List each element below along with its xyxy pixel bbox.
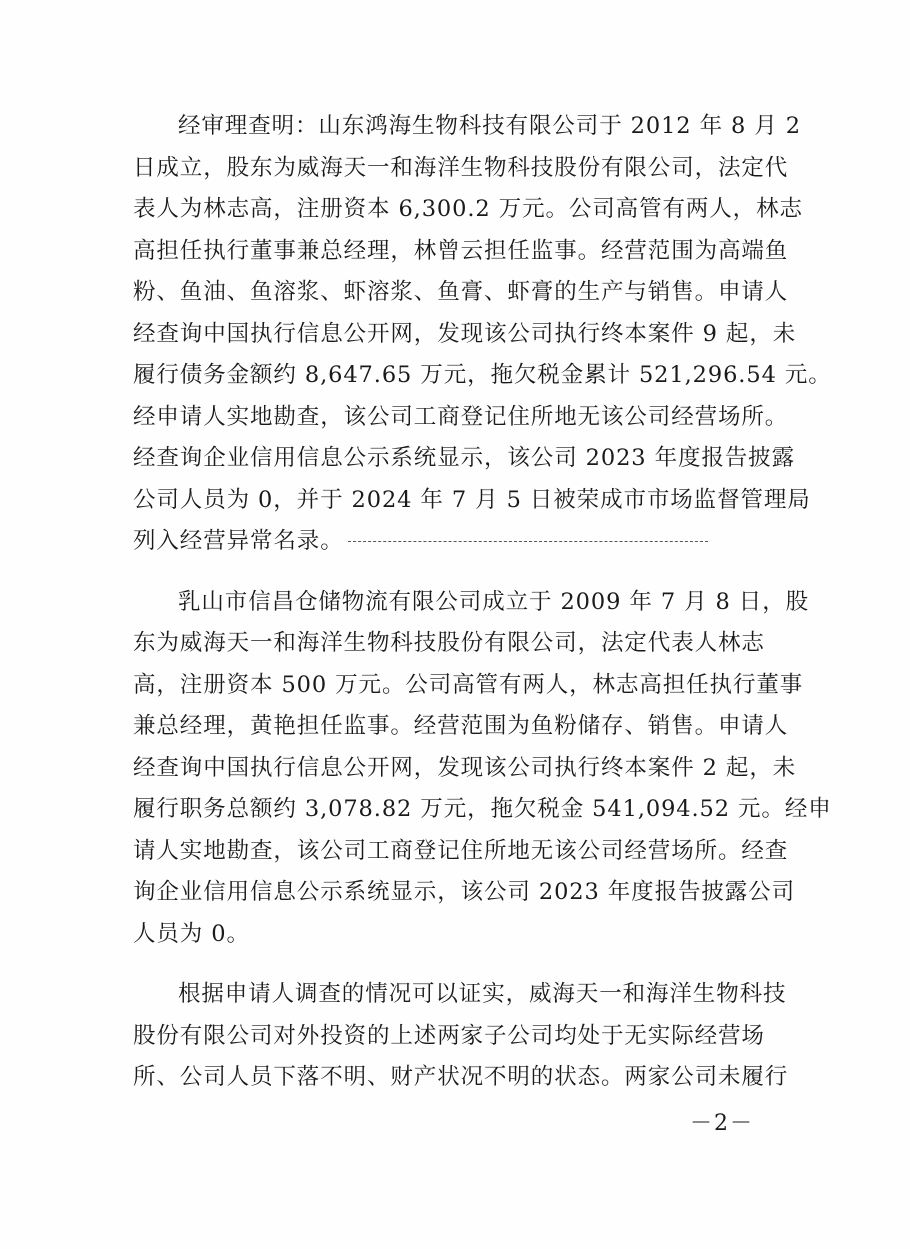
- text-line: 所、公司人员下落不明、财产状况不明的状态。两家公司未履行: [133, 1064, 789, 1090]
- text-line: 高，注册资本 500 万元。公司高管有两人，林志高担任执行董事: [133, 671, 804, 698]
- paragraph-gap: [133, 955, 781, 974]
- paragraph-3: [133, 974, 789, 1099]
- text-line: 表人为林志高，注册资本 6,300.2 万元。公司高管有两人，林志: [133, 196, 803, 222]
- text-line: 请人实地勘查，该公司工商登记住所地无该公司经营场所。经查: [133, 837, 789, 864]
- text-line: 公司人员为 0，并于 2024 年 7 月 5 日被荣成市市场监督管理局: [133, 486, 811, 513]
- fill-line-mark: [348, 541, 708, 543]
- text-line: 履行债务金额约 8,647.65 万元，拖欠税金累计 521,296.54 元。: [133, 362, 832, 388]
- text-line: 经审理查明：山东鸿海生物科技有限公司于 2012 年 8 月 2: [178, 113, 801, 139]
- text-line: 经查询中国执行信息公开网，发现该公司执行终本案件 9 起，未: [133, 320, 797, 347]
- text-line: 根据申请人调查的情况可以证实，威海天一和海洋生物科技: [178, 981, 787, 1007]
- paragraph-1: [133, 106, 832, 563]
- document-body: [133, 106, 832, 1099]
- text-line: 经申请人实地勘查，该公司工商登记住所地无该公司经营场所。: [133, 403, 789, 430]
- text-line: 股份有限公司对外投资的上述两家子公司均处于无实际经营场: [133, 1022, 765, 1049]
- text-line-with-fill-mark: [133, 521, 781, 563]
- text-line: 履行职务总额约 3,078.82 万元，拖欠税金 541,094.52 元。经申: [133, 796, 832, 822]
- text-line: 兼总经理，黄艳担任监事。经营范围为鱼粉储存、销售。申请人: [133, 713, 789, 739]
- text-line: 经查询企业信用信息公示系统显示，该公司 2023 年度报告披露: [133, 445, 795, 471]
- paragraph-gap: [133, 563, 781, 582]
- text-line: 粉、鱼油、鱼溶浆、虾溶浆、鱼膏、虾膏的生产与销售。申请人: [133, 279, 789, 305]
- text-line: 列入经营异常名录。: [133, 528, 344, 554]
- text-line: 东为威海天一和海洋生物科技股份有限公司，法定代表人林志: [133, 630, 765, 656]
- text-line: 高担任执行董事兼总经理，林曾云担任监事。经营范围为高端鱼: [133, 237, 789, 264]
- page-number: －2－: [690, 1111, 754, 1136]
- text-line: 日成立，股东为威海天一和海洋生物科技股份有限公司，法定代: [133, 154, 789, 181]
- paragraph-2: [133, 582, 832, 956]
- text-line: 经查询中国执行信息公开网，发现该公司执行终本案件 2 起，未: [133, 754, 797, 781]
- text-line: 人员为 0。: [133, 920, 250, 947]
- text-line: 乳山市信昌仓储物流有限公司成立于 2009 年 7 月 8 日，股: [178, 588, 810, 615]
- text-line: 询企业信用信息公示系统显示，该公司 2023 年度报告披露公司: [133, 879, 795, 905]
